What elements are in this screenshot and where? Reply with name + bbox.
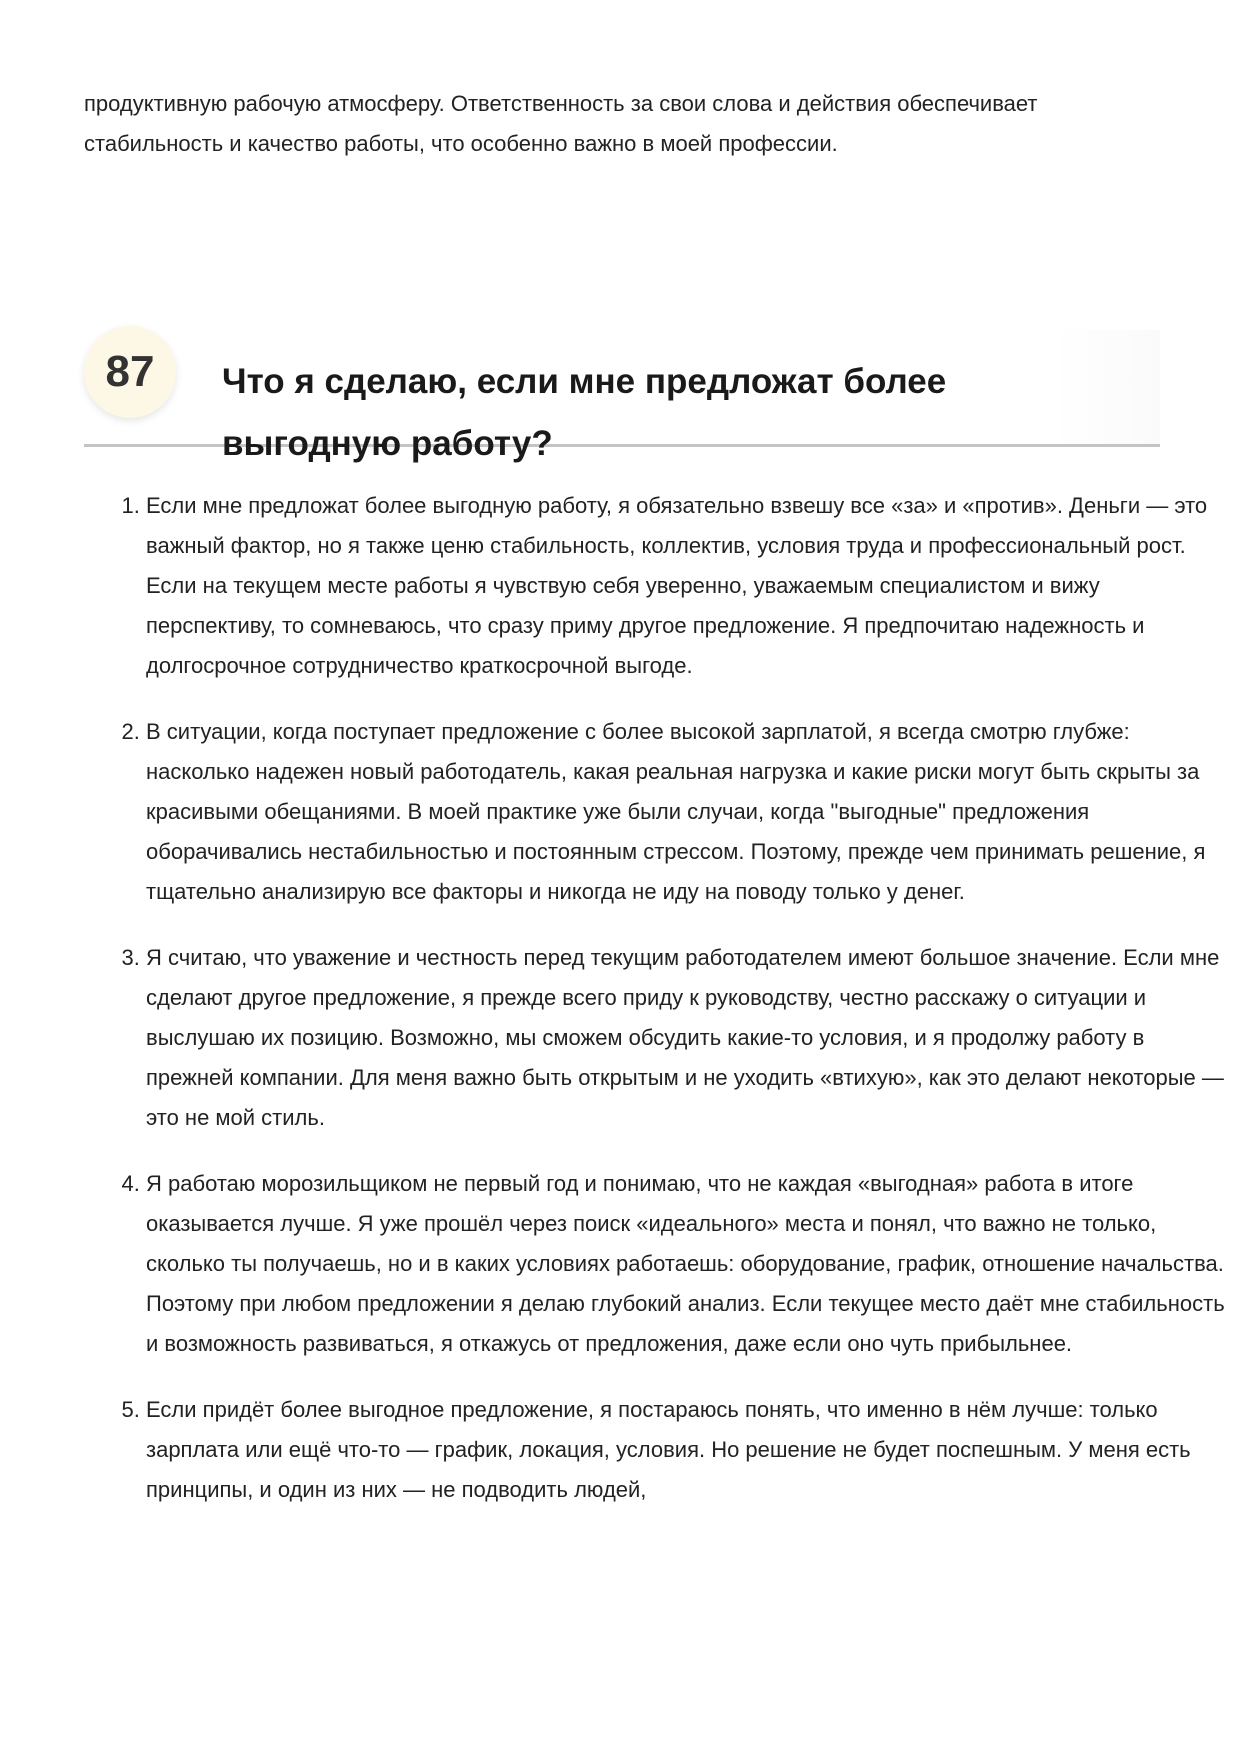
question-number-badge: 87 xyxy=(84,326,176,418)
answers-list xyxy=(84,486,1226,1536)
question-title: Что я сделаю, если мне предложат более выгодную работу? xyxy=(222,362,947,464)
answer-item: 4. Я работаю морозильщиком не первый год и понимаю, что не каждая «выгодная» работа в итоге оказывается лучше. Я уже прошёл через поиск «идеального» места и понял, что важно не только, сколько ты получаешь, но и в каких условиях работаешь: оборудование, график, отношение начальства. Поэтому при любом предложении я делаю глубокий анализ. Если текущее место даёт мне стабильность и возможность развиваться, я откажусь от предложения, даже если оно чуть прибыльнее. xyxy=(146,1164,1226,1364)
answer-item: 5. Если придёт более выгодное предложение, я постараюсь понять, что именно в нём лучше: только зарплата или ещё что-то — график, локация, условия. Но решение не будет поспешным. У меня есть принципы, и один из них — не подводить людей, xyxy=(146,1390,1226,1510)
answer-item: 1. Если мне предложат более выгодную работу, я обязательно взвешу все «за» и «против». Деньги — это важный фактор, но я также ценю стабильность, коллектив, условия труда и профессиональный рост. Если на текущем месте работы я чувствую себя уверенно, уважаемым специалистом и вижу перспективу, то сомневаюсь, что сразу приму другое предложение. Я предпочитаю надежность и долгосрочное сотрудничество краткосрочной выгоде. xyxy=(146,486,1226,686)
answer-item: 3. Я считаю, что уважение и честность перед текущим работодателем имеют большое значение. Если мне сделают другое предложение, я прежде всего приду к руководству, честно расскажу о ситуации и выслушаю их позицию. Возможно, мы сможем обсудить какие-то условия, и я продолжу работу в прежней компании. Для меня важно быть открытым и не уходить «втихую», как это делают некоторые — это не мой стиль. xyxy=(146,938,1226,1138)
intro-paragraph: продуктивную рабочую атмосферу. Ответственность за свои слова и действия обеспечивает стабильность и качество работы, что особенно важно в моей профессии. xyxy=(84,91,1038,156)
question-header xyxy=(84,330,1160,464)
answer-item: 2. В ситуации, когда поступает предложение с более высокой зарплатой, я всегда смотрю глубже: насколько надежен новый работодатель, какая реальная нагрузка и какие риски могут быть скрыты за красивыми обещаниями. В моей практике уже были случаи, когда "выгодные" предложения оборачивались нестабильностью и постоянным стрессом. Поэтому, прежде чем принимать решение, я тщательно анализирую все факторы и никогда не иду на поводу только у денег. xyxy=(146,712,1226,912)
